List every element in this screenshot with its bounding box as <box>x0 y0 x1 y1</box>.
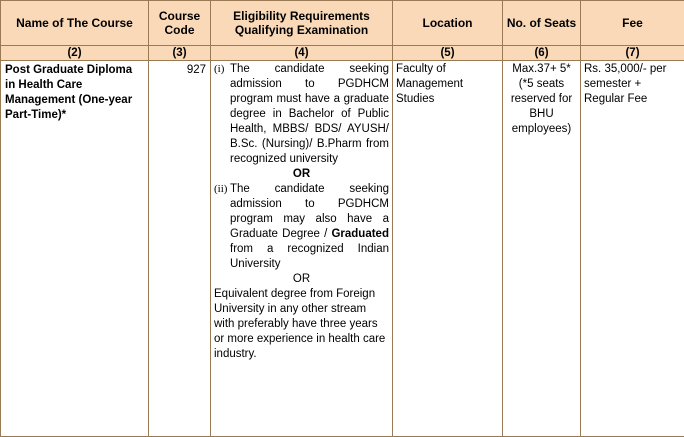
seats: Max.37+ 5* (*5 seats reserved for BHU employees) <box>511 63 572 135</box>
eligibility-text <box>230 182 389 272</box>
or-separator: OR <box>214 167 389 182</box>
eligibility-text-bold: Graduated <box>331 228 389 240</box>
course-code: 927 <box>187 64 206 76</box>
course-name-cell <box>1 61 149 437</box>
column-number: (3) <box>149 46 211 61</box>
eligibility-text-part: from a recognized Indian University <box>230 243 389 270</box>
fee-cell <box>581 61 684 437</box>
eligibility-text-part: The candidate seeking admission to PGDHCM program may also have a Graduate Degree / <box>230 183 389 240</box>
header-course-name: Name of The Course <box>1 1 149 46</box>
column-number: (5) <box>393 46 503 61</box>
header-location: Location <box>393 1 503 46</box>
fee: Rs. 35,000/- per semester + Regular Fee <box>584 63 666 105</box>
course-name: Post Graduate Diploma in Health Care Management (One-year Part-Time)* <box>5 64 132 121</box>
eligibility-item-2 <box>214 182 389 272</box>
column-number: (6) <box>503 46 581 61</box>
eligibility-text: Equivalent degree from Foreign University in any other stream with preferably have three years or more experience in health care industry. <box>214 287 389 362</box>
eligibility-item-1 <box>214 62 389 167</box>
column-number-row <box>1 46 684 61</box>
eligibility-cell <box>211 61 393 437</box>
header-eligibility: Eligibility Requirements Qualifying Examination <box>211 1 393 46</box>
column-number: (2) <box>1 46 149 61</box>
seats-cell <box>503 61 581 437</box>
header-row <box>1 1 684 46</box>
or-separator: OR <box>214 272 389 287</box>
course-code-cell <box>149 61 211 437</box>
header-fee: Fee <box>581 1 684 46</box>
header-course-code: Course Code <box>149 1 211 46</box>
item-marker: (ii) <box>214 182 230 272</box>
column-number: (7) <box>581 46 684 61</box>
table-row <box>1 61 684 437</box>
header-seats: No. of Seats <box>503 1 581 46</box>
column-number: (4) <box>211 46 393 61</box>
location-cell <box>393 61 503 437</box>
eligibility-text: The candidate seeking admission to PGDHCM program must have a graduate degree in Bachelor of Public Health, MBBS/ BDS/ AYUSH/ B.Sc. (Nursing)/ B.Pharm from recognized university <box>230 62 389 167</box>
item-marker: (i) <box>214 62 230 167</box>
location: Faculty of Management Studies <box>396 63 463 105</box>
